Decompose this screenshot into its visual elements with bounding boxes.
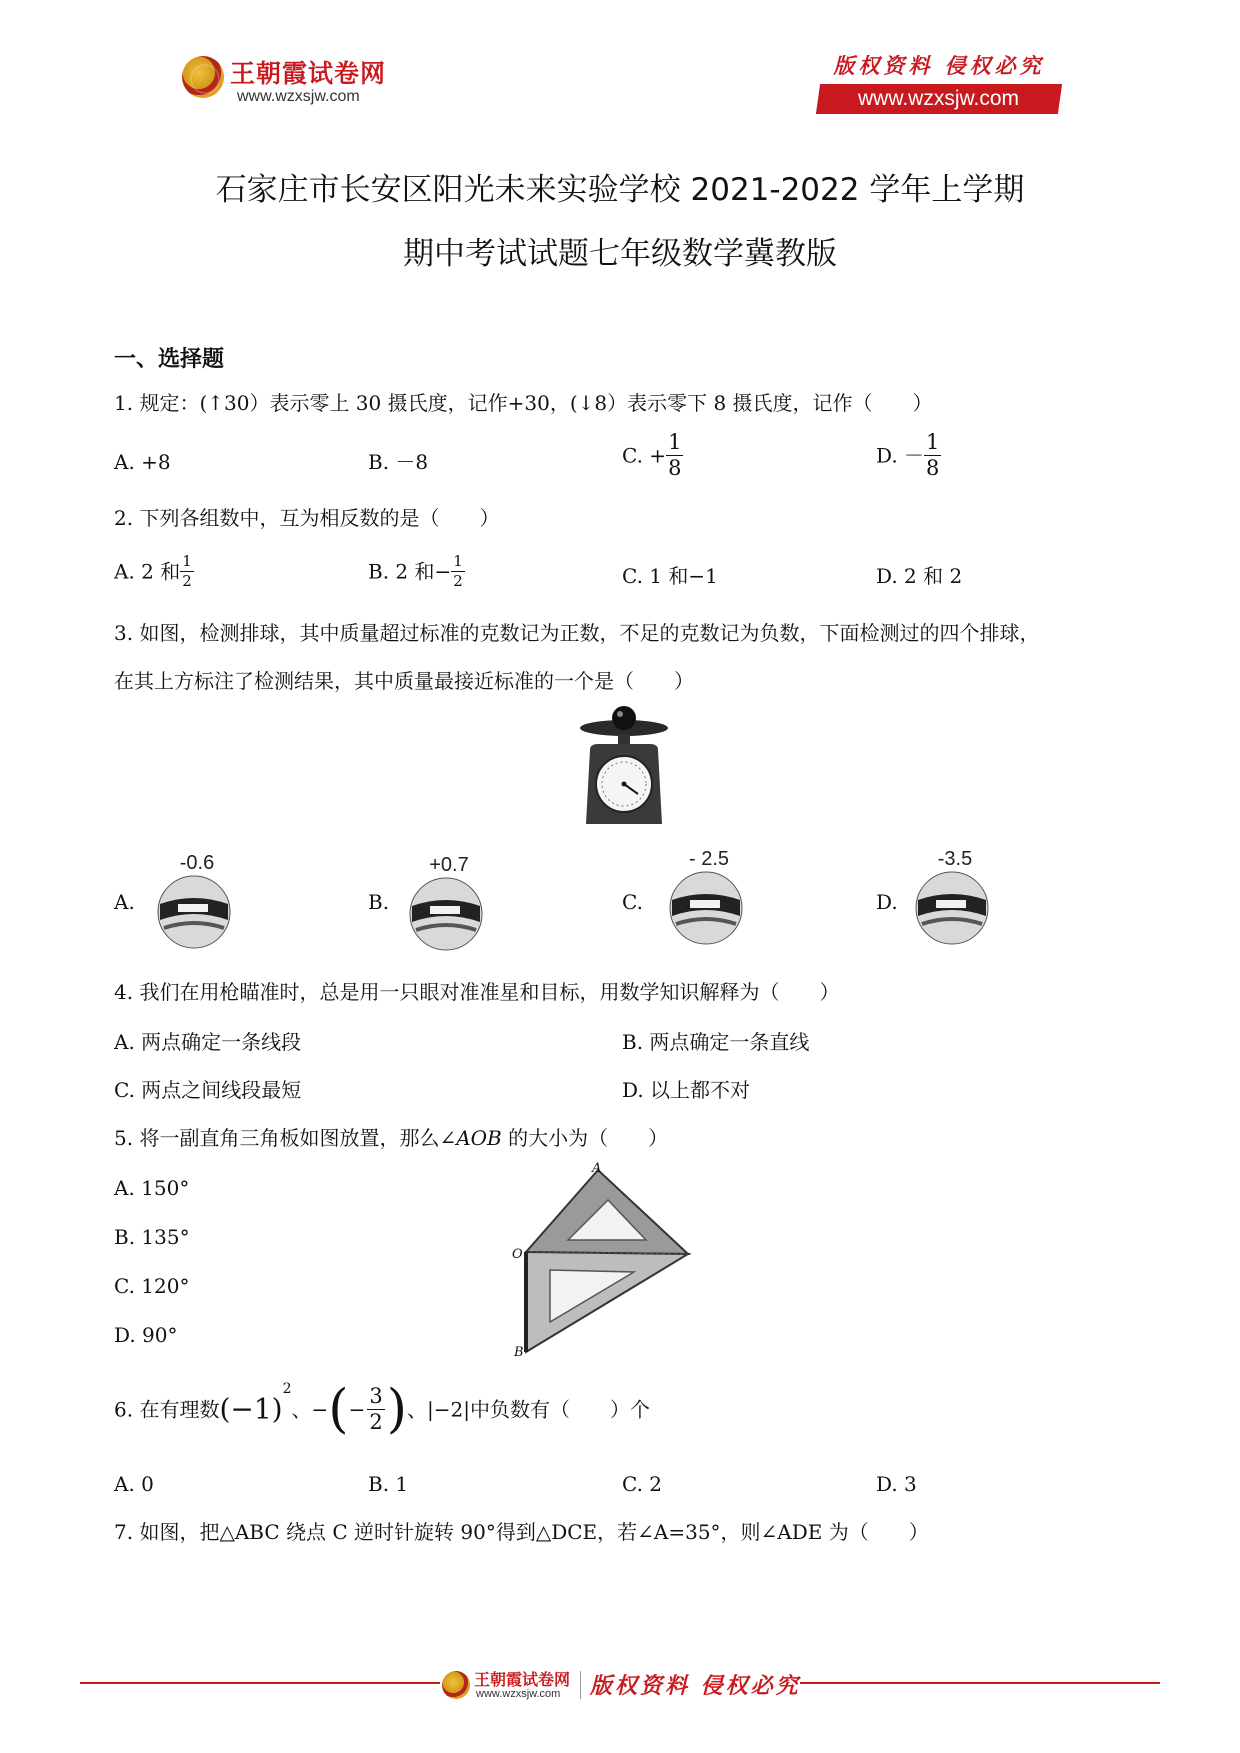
copyright-url[interactable]: www.wzxsjw.com — [816, 84, 1062, 114]
q1-stem: 1. 规定：(↑30）表示零上 30 摄氏度，记作+30，(↓8）表示零下 8 摄氏度，记作（ ） — [114, 391, 933, 415]
volleyball-icon — [912, 870, 992, 946]
seal-icon — [182, 56, 224, 98]
q2-stem: 2. 下列各组数中，互为相反数的是（ ） — [114, 506, 500, 530]
volleyball-icon — [154, 874, 234, 950]
q5-option-a: A. 150° — [114, 1176, 190, 1200]
q3-option-a: A. — [114, 890, 135, 914]
site-logo — [182, 52, 402, 110]
footer-separator — [580, 1671, 581, 1699]
q4-option-d: D. 以上都不对 — [622, 1078, 751, 1102]
q4-option-a: A. 两点确定一条线段 — [114, 1030, 302, 1054]
page-title-line2: 期中考试试题七年级数学冀教版 — [403, 236, 837, 272]
q6-stem: 6. 在有理数$(-1)^2$、−(− $\frac{3}{2}$ )、|−2|中负数有（ ）个 — [114, 1379, 650, 1440]
q1-option-d: D. － $\frac{1}{8}$ — [876, 430, 940, 480]
logo-url: www.wzxsjw.com — [237, 88, 360, 105]
label-b: B — [514, 1345, 524, 1360]
q6-option-a: A. 0 — [114, 1472, 154, 1496]
q5-option-b: B. 135° — [114, 1225, 190, 1249]
footer-slogan: 版权资料 侵权必究 — [590, 1673, 801, 1699]
ball-b-label: +0.7 — [429, 854, 469, 876]
ball-c-label: - 2.5 — [688, 848, 730, 870]
q3-stem-line1: 3. 如图，检测排球，其中质量超过标准的克数记为正数，不足的克数记为负数，下面检测过的四个排球， — [114, 621, 1040, 645]
q6-option-c: C. 2 — [622, 1472, 663, 1496]
page-title-line1: 石家庄市长安区阳光未来实验学校 2021-2022 学年上学期 — [215, 172, 1025, 208]
q3-option-b: B. — [368, 890, 390, 914]
ball-a-label: -0.6 — [179, 852, 215, 874]
q2-option-d: D. 2 和 2 — [876, 564, 963, 588]
kitchen-scale-figure — [578, 702, 670, 830]
footer-logo-name: 王朝霞试卷网 — [474, 1670, 571, 1689]
q3-stem-line2: 在其上方标注了检测结果，其中质量最接近标准的一个是（ ） — [114, 669, 694, 693]
label-a: A — [592, 1161, 602, 1176]
ball-a — [142, 852, 252, 952]
volleyball-icon — [666, 870, 746, 946]
q2-option-b: B. 2 和− $\frac{1}{2}$ — [368, 552, 463, 590]
q4-option-b: B. 两点确定一条直线 — [622, 1030, 810, 1054]
q5-stem: 5. 将一副直角三角板如图放置，那么∠AOB 的大小为（ ） — [114, 1126, 669, 1150]
q2-option-c: C. 1 和−1 — [622, 564, 718, 588]
copyright-slogan: 版权资料 侵权必究 — [833, 53, 1045, 78]
q6-term1: (−1) — [219, 1392, 283, 1426]
q6-option-d: D. 3 — [876, 1472, 917, 1496]
q3-option-c: C. — [622, 890, 643, 914]
footer-logo-url: www.wzxsjw.com — [476, 1688, 561, 1700]
ball-b — [394, 852, 504, 952]
ball-d-label: -3.5 — [937, 848, 973, 870]
q5-option-c: C. 120° — [114, 1274, 190, 1298]
ball-d — [900, 848, 1010, 948]
copyright-notice — [818, 50, 1060, 114]
section-heading: 一、选择题 — [114, 347, 225, 372]
q6-option-b: B. 1 — [368, 1472, 409, 1496]
q2-option-a: A. 2 和 $\frac{1}{2}$ — [114, 552, 192, 590]
q1-option-b: B. －8 — [368, 450, 429, 474]
q6-term3: |−2| — [427, 1397, 470, 1422]
q7-stem: 7. 如图，把△ABC 绕点 C 逆时针旋转 90°得到△DCE，若∠A=35°，则∠ADE 为（ ） — [114, 1520, 929, 1544]
q4-stem: 4. 我们在用枪瞄准时，总是用一只眼对准准星和目标，用数学知识解释为（ ） — [114, 980, 840, 1004]
q5-option-d: D. 90° — [114, 1323, 178, 1347]
seal-icon — [442, 1671, 470, 1699]
q4-option-c: C. 两点之间线段最短 — [114, 1078, 302, 1102]
label-o: O — [512, 1247, 523, 1262]
ball-c — [654, 848, 764, 948]
set-squares-figure — [506, 1160, 702, 1360]
footer-brand — [440, 1665, 800, 1705]
q1-option-c: C. + $\frac{1}{8}$ — [622, 430, 682, 480]
logo-name: 王朝霞试卷网 — [230, 59, 387, 88]
q3-option-d: D. — [876, 890, 898, 914]
q1-option-a: A. +8 — [114, 450, 171, 474]
volleyball-icon — [406, 876, 486, 952]
